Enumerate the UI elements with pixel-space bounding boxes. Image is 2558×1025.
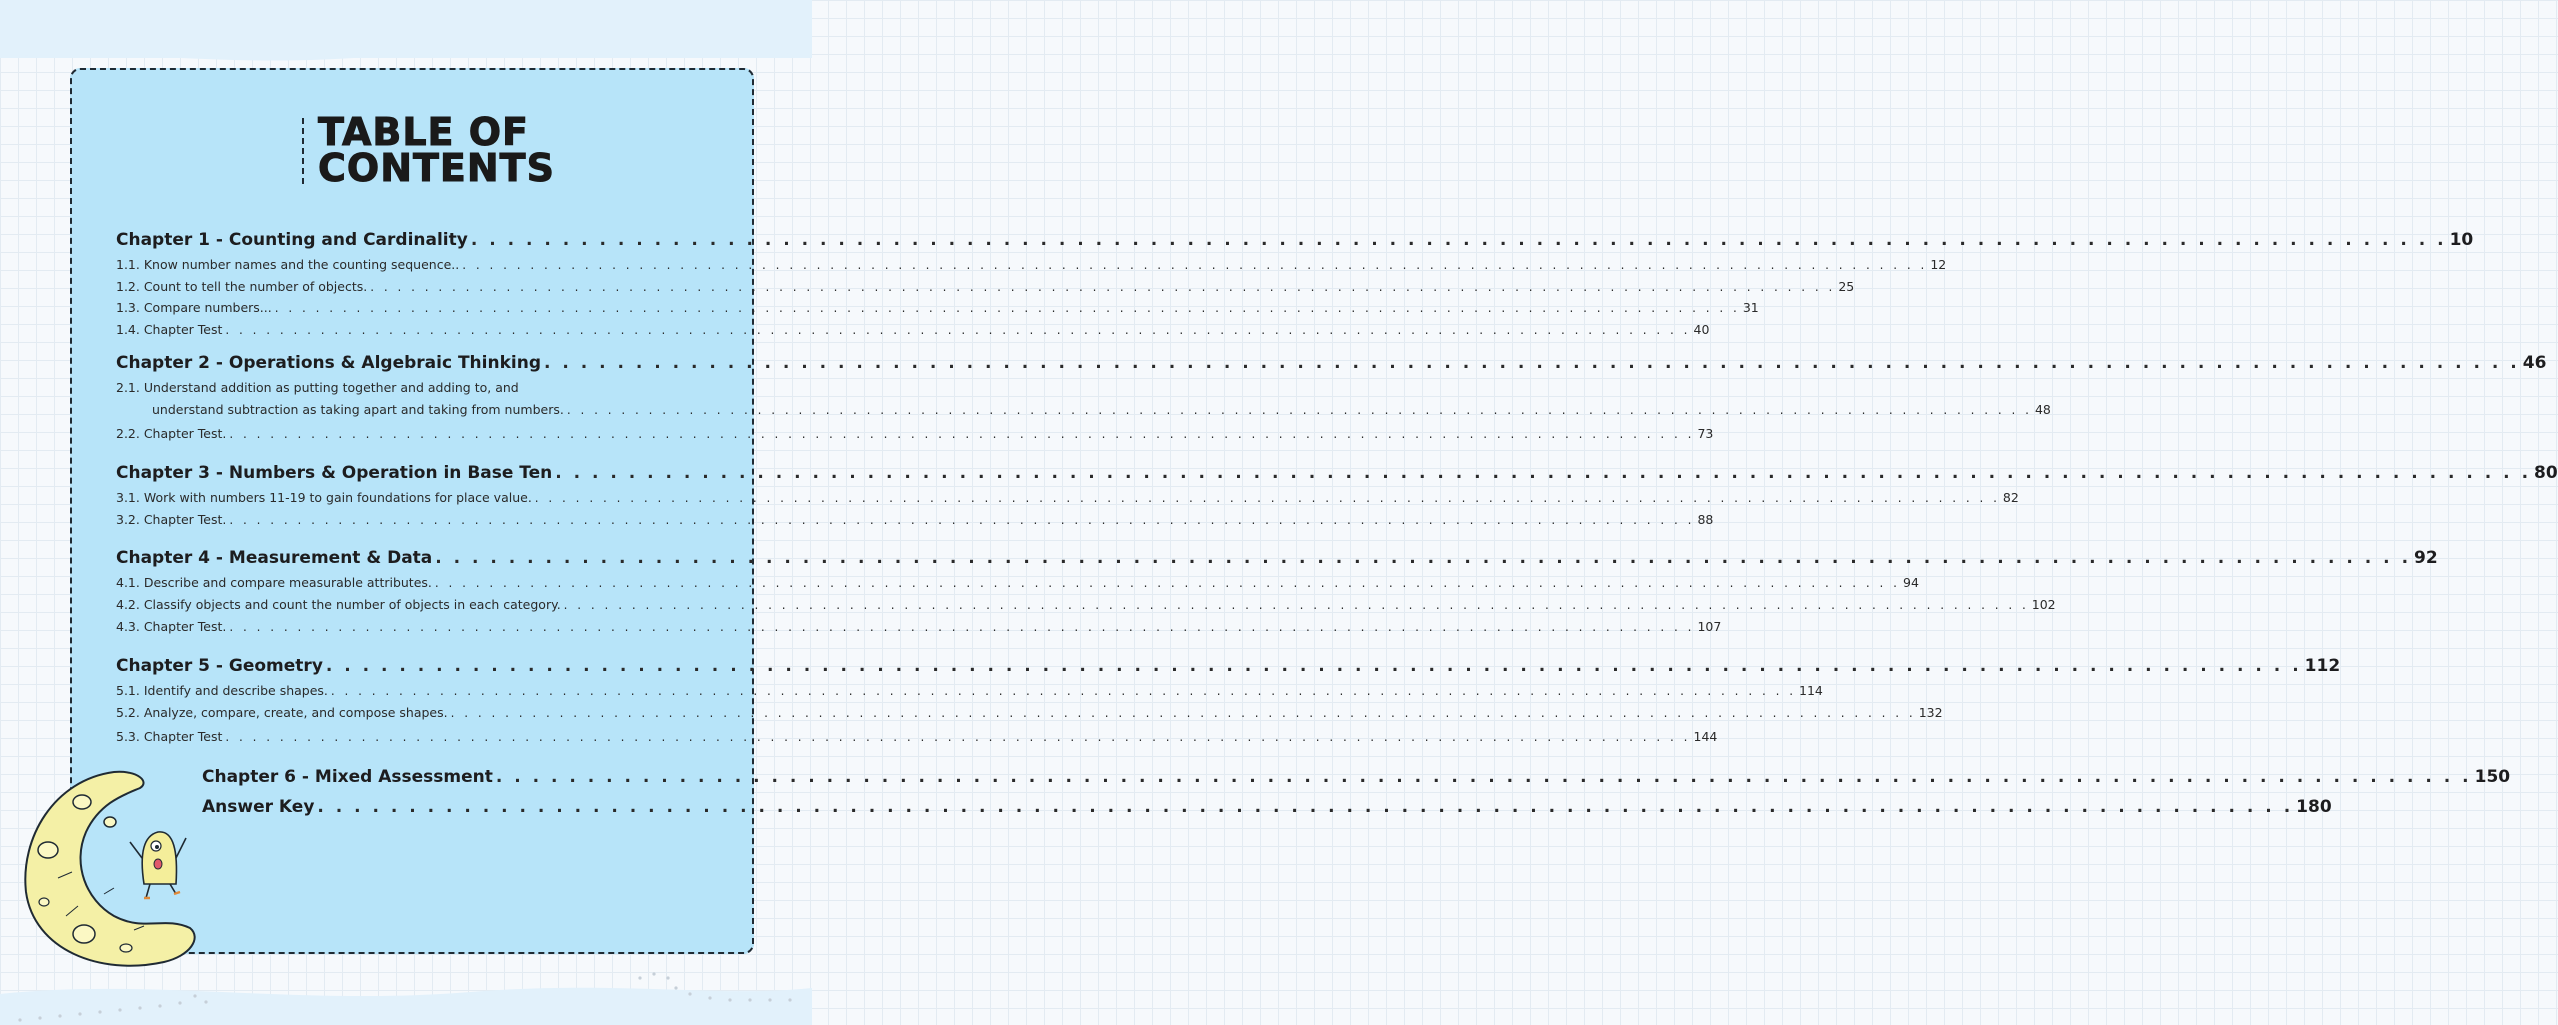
entry-title: understand subtraction as taking apart and taking from numbers.	[152, 402, 564, 417]
page-number: 107	[1697, 619, 1722, 634]
chapter-title: Chapter 2 - Operations & Algebraic Thinking	[116, 353, 541, 373]
dot-leader: . . . . . . . . . . . . . . . . . . . . . . . . . . . . . . . . . . . . . . . . . . . . . . . . . . . . . . . . . . . . . . . . . . . . . . . . . . . . . . . . . . . . . . . . . . . . . . . . . . . . . . . . . . . .	[462, 258, 1928, 272]
page-number: 102	[2031, 597, 2056, 612]
entry-title: 1.1. Know number names and the counting sequence..	[116, 257, 460, 272]
toc-chapter-6[interactable]	[202, 767, 2511, 787]
toc-chapter-4[interactable]	[116, 548, 2438, 568]
toc-chapter-5[interactable]	[116, 656, 2341, 676]
page-number: 92	[2414, 548, 2438, 568]
dot-leader: . . . . . . . . . . . . . . . . . . . . . . . . . . . . . . . . . . . . . . . . . . . . . . . . . . . . . . . . . . . . . . . . . . . . . . . . . . . . . . . . . . . . . . . . . . . . . . . . . . . . . . . . . . . .	[450, 706, 1916, 720]
page-number: 73	[1697, 426, 1714, 441]
toc-entry-5-2[interactable]	[116, 705, 1943, 720]
toc-entry-2-2[interactable]	[116, 426, 1714, 441]
entry-title: 1.4. Chapter Test	[116, 322, 223, 337]
entry-title: 5.3. Chapter Test	[116, 729, 223, 744]
dot-leader: . . . . . . . . . . . . . . . . . . . . . . . . . . . . . . . . . . . . . . . . . . . . . . . . . . . . . . . . . . . . . . . . . . . . . . . . . . . . . . . . . . . . . . . . . . . . . . . . . . . . . . . . . . . .	[370, 280, 1836, 294]
dot-leader: . . . . . . . . . . . . . . . . . . . . . . . . . . . . . . . . . . . . . . . . . . . . . . . . . . . . . . . . . . . . . . . . . . . . . . . . . . . . . . . . . . . . . . . . . . . . . . . . . . . . . . . . . . . .	[434, 576, 1900, 590]
page-number: 82	[2002, 490, 2019, 505]
toc-entry-1-3[interactable]	[116, 300, 1759, 315]
toc-answer-key[interactable]	[202, 797, 2332, 817]
page-number: 180	[2296, 797, 2332, 817]
toc-entry-2-1-line-2[interactable]	[152, 402, 2051, 417]
entry-title: 4.2. Classify objects and count the number of objects in each category.	[116, 597, 561, 612]
page-number: 150	[2474, 767, 2511, 787]
chapter-title: Chapter 5 - Geometry	[116, 656, 323, 676]
dot-leader: . . . . . . . . . . . . . . . . . . . . . . . . . . . . . . . . . . . . . . . . . . . . . . . . . . . . . . . . . . . . . . . . . . . . . . . . . . . . . . . . . . . . . . . . . . . . . . . . . . . . . . . . . . . .	[274, 301, 1740, 315]
dot-leader: . . . . . . . . . . . . . . . . . . . . . . . . . . . . . . . . . . . . . . . . . . . . . . . . . . . . . . . . . . . . . . . . . . . . . . . . . . . . . . . . . . . . . . . . . . . . . . . . . . . . . . . . . . . .	[555, 463, 2532, 483]
chapter-title: Chapter 1 - Counting and Cardinality	[116, 230, 468, 250]
chapter-title: Answer Key	[202, 797, 315, 817]
page-number: 48	[2034, 402, 2051, 417]
toc-entry-3-1[interactable]	[116, 490, 2019, 505]
page-number: 88	[1697, 512, 1714, 527]
entry-title: 5.1. Identify and describe shapes.	[116, 683, 328, 698]
monster-mascot-icon	[126, 824, 192, 902]
chapter-title: Chapter 3 - Numbers & Operation in Base Ten	[116, 463, 553, 483]
dot-leader: . . . . . . . . . . . . . . . . . . . . . . . . . . . . . . . . . . . . . . . . . . . . . . . . . . . . . . . . . . . . . . . . . . . . . . . . . . . . . . . . . . . . . . . . . . . . . . . . . . . . . . . . . . . .	[543, 353, 2520, 373]
toc-chapter-1[interactable]	[116, 230, 2474, 250]
toc-entry-1-4[interactable]	[116, 322, 1710, 337]
dot-leader: . . . . . . . . . . . . . . . . . . . . . . . . . . . . . . . . . . . . . . . . . . . . . . . . . . . . . . . . . . . . . . . . . . . . . . . . . . . . . . . . . . . . . . . . . . . . . . . . . . . . . . . . . . . .	[225, 730, 1691, 744]
toc-chapter-3[interactable]	[116, 463, 2558, 483]
page-number: 46	[2522, 353, 2547, 373]
entry-title: 3.1. Work with numbers 11-19 to gain foundations for place value.	[116, 490, 532, 505]
toc-entry-1-1[interactable]	[116, 257, 1947, 272]
page-number: 25	[1838, 279, 1855, 294]
toc-entry-4-2[interactable]	[116, 597, 2056, 612]
entry-title: 4.3. Chapter Test.	[116, 619, 227, 634]
toc-entry-3-2[interactable]	[116, 512, 1714, 527]
dot-leader: . . . . . . . . . . . . . . . . . . . . . . . . . . . . . . . . . . . . . . . . . . . . . . . . . . . . . . . . . . . . . . . . . . . . . . . . . . . . . . . . . . . . . . . . . . . . . . . . . . . . . . . . . . . .	[495, 767, 2472, 787]
chapter-title: Chapter 6 - Mixed Assessment	[202, 767, 493, 787]
dot-leader: . . . . . . . . . . . . . . . . . . . . . . . . . . . . . . . . . . . . . . . . . . . . . . . . . . . . . . . . . . . . . . . . . . . . . . . . . . . . . . . . . . . . . . . . . . . . . . . . . . . . . . . . . . . .	[317, 797, 2294, 817]
page-number: 144	[1693, 729, 1718, 744]
dot-leader: . . . . . . . . . . . . . . . . . . . . . . . . . . . . . . . . . . . . . . . . . . . . . . . . . . . . . . . . . . . . . . . . . . . . . . . . . . . . . . . . . . . . . . . . . . . . . . . . . . . . . . . . . . . .	[566, 403, 2032, 417]
bottom-wave-decoration	[0, 972, 812, 1025]
toc-entry-5-3[interactable]	[116, 729, 1718, 744]
chapter-title: Chapter 4 - Measurement & Data	[116, 548, 433, 568]
toc-entry-4-3[interactable]	[116, 619, 1722, 634]
page-number: 10	[2449, 230, 2474, 250]
dot-leader: . . . . . . . . . . . . . . . . . . . . . . . . . . . . . . . . . . . . . . . . . . . . . . . . . . . . . . . . . . . . . . . . . . . . . . . . . . . . . . . . . . . . . . . . . . . . . . . . . . . . . . . . . . . .	[470, 230, 2447, 250]
page-number: 31	[1742, 300, 1759, 315]
page-number: 114	[1799, 683, 1823, 698]
dot-leader: . . . . . . . . . . . . . . . . . . . . . . . . . . . . . . . . . . . . . . . . . . . . . . . . . . . . . . . . . . . . . . . . . . . . . . . . . . . . . . . . . . . . . . . . . . . . . . . . . . . . . . . . . . . .	[229, 620, 1695, 634]
toc-entry-4-1[interactable]	[116, 575, 1919, 590]
dot-leader: . . . . . . . . . . . . . . . . . . . . . . . . . . . . . . . . . . . . . . . . . . . . . . . . . . . . . . . . . . . . . . . . . . . . . . . . . . . . . . . . . . . . . . . . . . . . . . . . . . . . . . . . . . . .	[229, 513, 1695, 527]
page-number: 112	[2304, 656, 2341, 676]
dot-leader: . . . . . . . . . . . . . . . . . . . . . . . . . . . . . . . . . . . . . . . . . . . . . . . . . . . . . . . . . . . . . . . . . . . . . . . . . . . . . . . . . . . . . . . . . . . . . . . . . . . . . . . . . . . .	[435, 548, 2412, 568]
entry-title: 4.1. Describe and compare measurable attributes.	[116, 575, 432, 590]
dot-leader: . . . . . . . . . . . . . . . . . . . . . . . . . . . . . . . . . . . . . . . . . . . . . . . . . . . . . . . . . . . . . . . . . . . . . . . . . . . . . . . . . . . . . . . . . . . . . . . . . . . . . . . . . . . .	[225, 323, 1691, 337]
page-number: 40	[1693, 322, 1710, 337]
title-line-1: TABLE OF	[318, 110, 530, 154]
toc-entry-2-1-line-1[interactable]: 2.1. Understand addition as putting together and adding to, and	[116, 380, 519, 395]
page-number: 80	[2534, 463, 2558, 483]
dot-leader: . . . . . . . . . . . . . . . . . . . . . . . . . . . . . . . . . . . . . . . . . . . . . . . . . . . . . . . . . . . . . . . . . . . . . . . . . . . . . . . . . . . . . . . . . . . . . . . . . . . . . . . . . . . .	[534, 491, 2000, 505]
entry-title: 3.2. Chapter Test.	[116, 512, 227, 527]
toc-entry-5-1[interactable]	[116, 683, 1823, 698]
page-number: 12	[1930, 257, 1947, 272]
page-number: 94	[1903, 575, 1919, 590]
page-number: 132	[1918, 705, 1943, 720]
dot-leader: . . . . . . . . . . . . . . . . . . . . . . . . . . . . . . . . . . . . . . . . . . . . . . . . . . . . . . . . . . . . . . . . . . . . . . . . . . . . . . . . . . . . . . . . . . . . . . . . . . . . . . . . . . . .	[330, 684, 1797, 698]
dot-leader: . . . . . . . . . . . . . . . . . . . . . . . . . . . . . . . . . . . . . . . . . . . . . . . . . . . . . . . . . . . . . . . . . . . . . . . . . . . . . . . . . . . . . . . . . . . . . . . . . . . . . . . . . . . .	[563, 598, 2029, 612]
entry-title: 2.2. Chapter Test.	[116, 426, 227, 441]
entry-title: 1.2. Count to tell the number of objects.	[116, 279, 368, 294]
entry-title: 5.2. Analyze, compare, create, and compose shapes.	[116, 705, 448, 720]
entry-title: 1.3. Compare numbers...	[116, 300, 272, 315]
dot-leader: . . . . . . . . . . . . . . . . . . . . . . . . . . . . . . . . . . . . . . . . . . . . . . . . . . . . . . . . . . . . . . . . . . . . . . . . . . . . . . . . . . . . . . . . . . . . . . . . . . . . . . . . . . . .	[325, 656, 2302, 676]
title-line-2: CONTENTS	[318, 146, 555, 190]
dot-leader: . . . . . . . . . . . . . . . . . . . . . . . . . . . . . . . . . . . . . . . . . . . . . . . . . . . . . . . . . . . . . . . . . . . . . . . . . . . . . . . . . . . . . . . . . . . . . . . . . . . . . . . . . . . .	[229, 427, 1695, 441]
toc-entry-1-2[interactable]	[116, 279, 1855, 294]
toc-chapter-2[interactable]	[116, 353, 2547, 373]
